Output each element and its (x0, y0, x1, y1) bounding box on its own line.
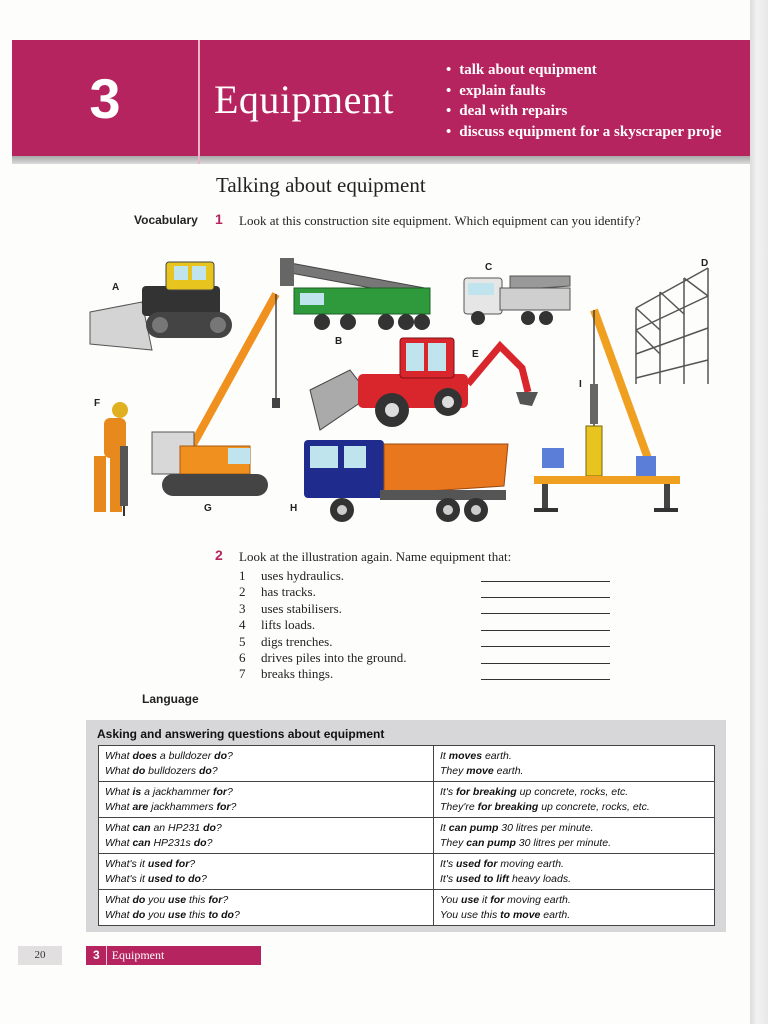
answer-blank (481, 630, 610, 631)
dump-truck-illustration (304, 440, 508, 522)
exercise-1-number: 1 (215, 211, 223, 227)
footer-unit-tab (86, 946, 261, 965)
answer-cell: It's for breaking up concrete, rocks, etc. They're for breaking up concrete, rocks, etc. (434, 782, 715, 818)
answer-cell: It moves earth. They move earth. (434, 746, 715, 782)
pile-driver-illustration (534, 310, 680, 512)
question-cell: What can an HP231 do? What can HP231s do? (99, 818, 434, 854)
label-a: A (112, 282, 120, 293)
answer-blank (481, 663, 610, 664)
objective-item: • explain faults (446, 81, 721, 102)
label-d: D (701, 258, 709, 269)
page-number: 20 (18, 946, 62, 965)
banner-divider (198, 40, 200, 164)
exercise-item: 7 breaks things. (239, 666, 334, 682)
table-row (99, 782, 715, 818)
scaffolding-illustration (636, 268, 708, 384)
unit-number: 3 (89, 66, 121, 130)
answer-cell: It's used for moving earth. It's used to lift heavy loads. (434, 854, 715, 890)
exercise-2-instruction: Look at the illustration again. Name equipment that: (239, 549, 512, 564)
label-c: C (485, 262, 493, 273)
exercise-1-instruction: Look at this construction site equipment. Which equipment can you identify? (239, 213, 641, 228)
label-b: B (335, 336, 343, 347)
worker-jackhammer-illustration (94, 402, 128, 516)
question-cell: What does a bulldozer do? What do bulldozers do? (99, 746, 434, 782)
table-row (99, 854, 715, 890)
question-cell: What is a jackhammer for? What are jackhammers for? (99, 782, 434, 818)
answer-cell: It can pump 30 litres per minute. They can pump 30 litres per minute. (434, 818, 715, 854)
label-g: G (204, 503, 212, 514)
exercise-item: 6 drives piles into the ground. (239, 650, 407, 666)
table-row (99, 890, 715, 926)
exercise-item: 4 lifts loads. (239, 617, 316, 633)
question-cell: What do you use this for? What do you use this to do? (99, 890, 434, 926)
table-row (99, 746, 715, 782)
question-cell: What's it used for? What's it used to do? (99, 854, 434, 890)
label-f: F (94, 398, 101, 409)
qa-table (98, 745, 715, 926)
exercise-item: 2 has tracks. (239, 584, 316, 600)
construction-equipment-illustration (80, 250, 720, 530)
objective-item: • deal with repairs (446, 101, 721, 122)
language-label: Language (142, 692, 199, 706)
answer-blank (481, 613, 610, 614)
page-edge (750, 0, 768, 1024)
footer-unit-number: 3 (86, 946, 107, 965)
backhoe-loader-illustration (310, 338, 538, 430)
concrete-pump-truck-illustration (464, 276, 570, 325)
answer-blank (481, 646, 610, 647)
section-title: Talking about equipment (216, 173, 426, 197)
answer-cell: You use it for moving earth. You use this to move earth. (434, 890, 715, 926)
answer-blank (481, 597, 610, 598)
answer-blank (481, 679, 610, 680)
answer-blank (481, 581, 610, 582)
footer-unit-title: Equipment (111, 948, 165, 962)
exercise-2-items (239, 568, 407, 683)
unit-title: Equipment (214, 77, 395, 122)
bulldozer-illustration (90, 262, 232, 350)
exercise-item: 1 uses hydraulics. (239, 568, 345, 583)
table-row (99, 818, 715, 854)
exercise-item: 5 digs trenches. (239, 633, 333, 649)
exercise-item: 3 uses stabilisers. (239, 600, 342, 616)
label-i: I (579, 379, 582, 390)
unit-objectives (446, 60, 721, 142)
vocabulary-label: Vocabulary (134, 213, 198, 227)
language-box-title: Asking and answering questions about equipment (97, 727, 385, 741)
label-e: E (472, 349, 479, 360)
label-h: H (290, 503, 298, 514)
mobile-crane-illustration (280, 258, 430, 330)
objective-item: • discuss equipment for a skyscraper proje (446, 122, 721, 143)
objective-item: • talk about equipment (446, 60, 721, 81)
banner-shadow (12, 156, 756, 164)
exercise-2-number: 2 (215, 547, 223, 563)
